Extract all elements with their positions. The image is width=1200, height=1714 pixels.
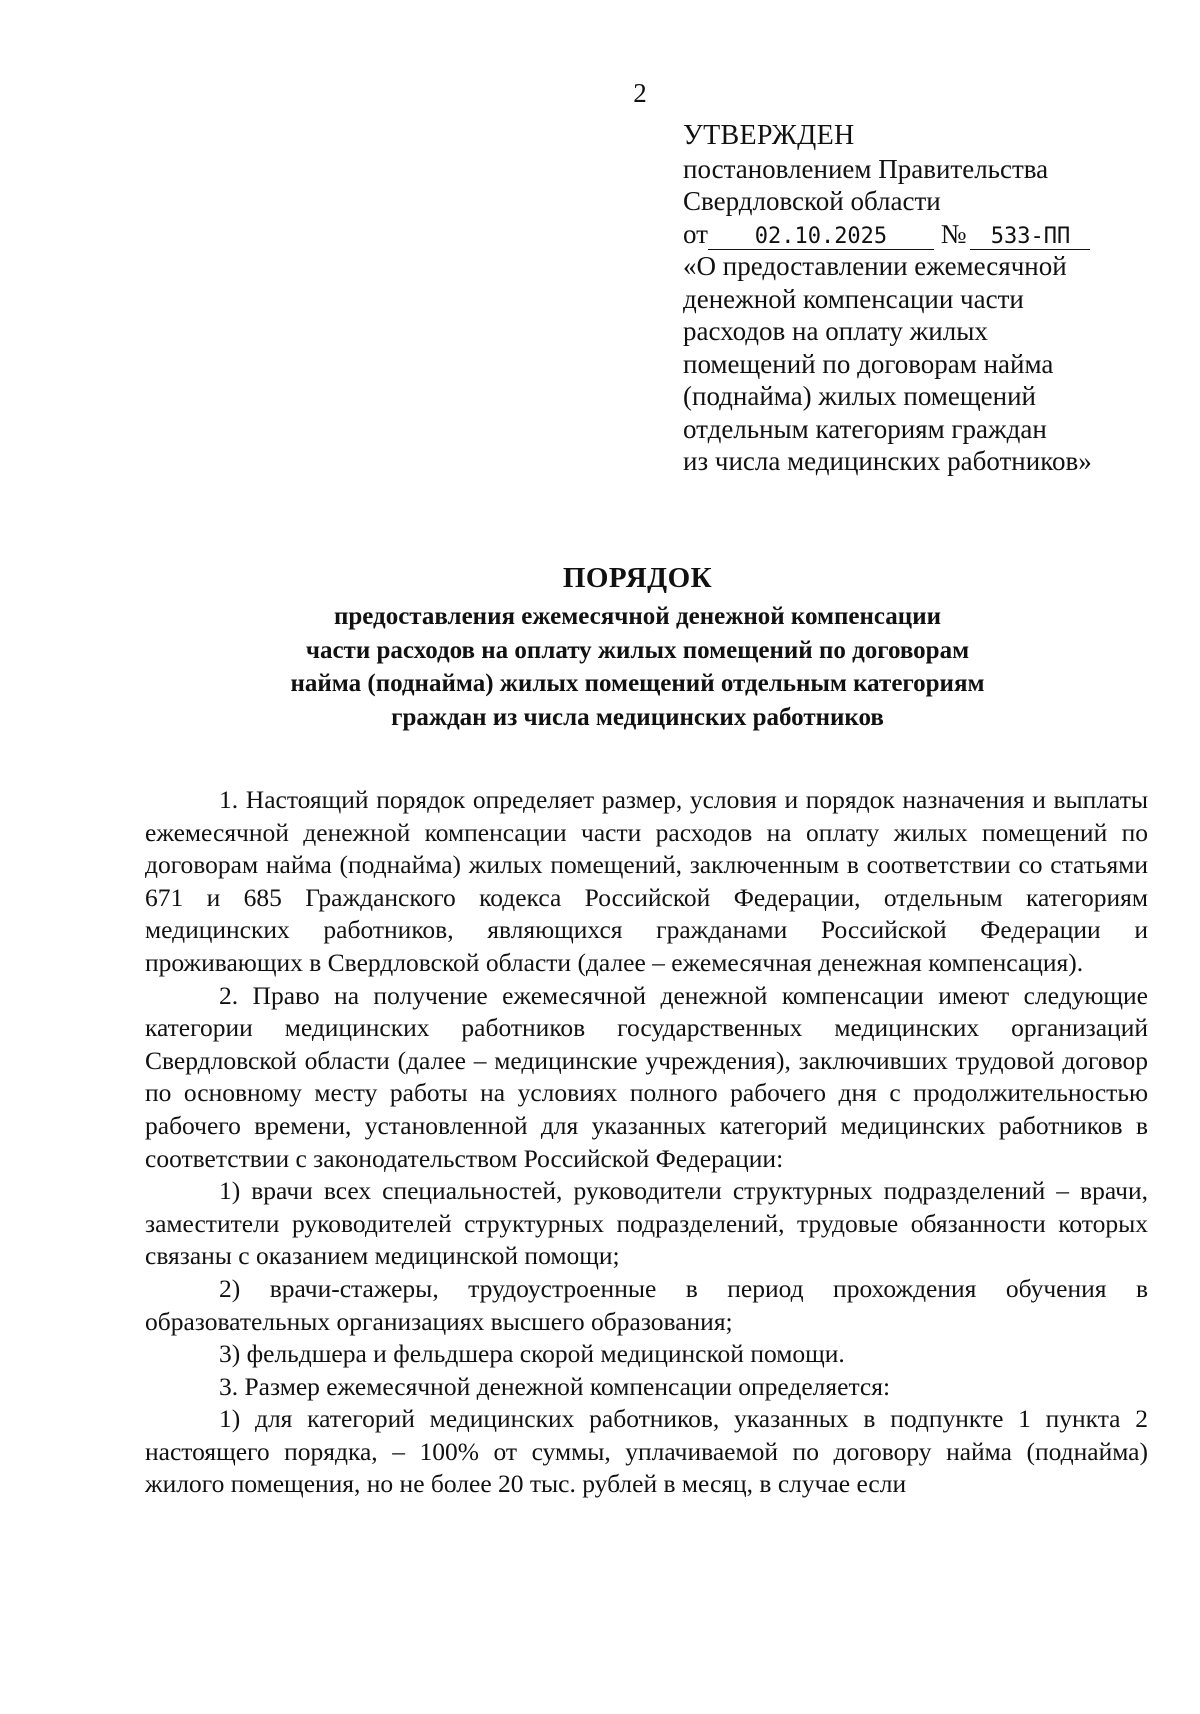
approval-title-line: (поднайма) жилых помещений (683, 381, 1037, 411)
approval-number-value: 533-ПП (970, 225, 1090, 250)
approval-title-line: отдельным категориям граждан (683, 413, 1047, 444)
approval-stamp (683, 120, 1183, 478)
paragraph-2-item-3: 3) фельдшера и фельдшера скорой медицинской помощи. (219, 1339, 845, 1369)
approval-title-line: помещений по договорам найма (683, 348, 1054, 379)
approval-heading: УТВЕРЖДЕН (683, 120, 855, 151)
number-prefix: № (940, 218, 967, 249)
paragraph-3: 3. Размер ежемесячной денежной компенсации определяется: (219, 1371, 891, 1401)
approval-title-line: расходов на оплату жилых (683, 316, 988, 346)
document-body (145, 784, 1148, 1501)
approval-date-value: 02.10.2025 (708, 225, 934, 250)
document-heading (120, 560, 1155, 734)
approval-title-line: из числа медицинских работников» (683, 446, 1092, 476)
approval-title-line: «О предоставлении ежемесячной (683, 251, 1067, 281)
subtitle-line: граждан из числа медицинских работников (391, 703, 884, 731)
approval-date-line (683, 218, 1183, 251)
paragraph-2: 2. Право на получение ежемесячной денежной компенсации имеют следующие категории медицинских работников государственных медицинских организаций Свердловской области (далее – медицинские учреждения), заключивших трудовой договор по основному месту работы на условиях полного рабочего дня с продолжительностью рабочего времени, установленной для указанных категорий медицинских работников в соответствии с законодательством Российской Федерации: (145, 980, 1148, 1173)
subtitle-line: части расходов на оплату жилых помещений по договорам (305, 636, 970, 664)
paragraph-3-item-1: 1) для категорий медицинских работников, указанных в подпункте 1 пункта 2 настоящего порядка, – 100% от суммы, уплачиваемой по договору найма (поднайма) жилого помещения, но не более 20 тыс. рублей в месяц, в случае если (145, 1404, 1148, 1499)
paragraph-1: 1. Настоящий порядок определяет размер, условия и порядок назначения и выплаты ежемесячной денежной компенсации части расходов на оплату жилых помещений по договорам найма (поднайма) жилых помещений, заключенным в соответствии со статьями 671 и 685 Гражданского кодекса Российской Федерации, отдельным категориям медицинских работников, являющихся гражданами Российской Федерации и проживающих в Свердловской области (далее – ежемесячная денежная компенсация). (145, 785, 1148, 977)
subtitle-line: найма (поднайма) жилых помещений отдельным категориям (290, 670, 985, 697)
document-title: ПОРЯДОК (562, 562, 713, 594)
paragraph-2-item-2: 2) врачи-стажеры, трудоустроенные в период прохождения обучения в образовательных организациях высшего образования; (145, 1273, 1148, 1336)
subtitle-line: предоставления ежемесячной денежной компенсации (333, 603, 942, 630)
approval-title-line: денежной компенсации части (683, 283, 1024, 314)
page-number: 2 (633, 78, 647, 108)
approval-line-2: Свердловской области (683, 186, 941, 216)
paragraph-2-item-1: 1) врачи всех специальностей, руководители структурных подразделений – врачи, заместители руководителей структурных подразделений, трудовые обязанности которых связаны с оказанием медицинской помощи; (145, 1176, 1148, 1271)
document-subtitle (120, 600, 1155, 734)
approval-line-1: постановлением Правительства (683, 153, 1049, 184)
date-prefix: от (683, 218, 708, 249)
